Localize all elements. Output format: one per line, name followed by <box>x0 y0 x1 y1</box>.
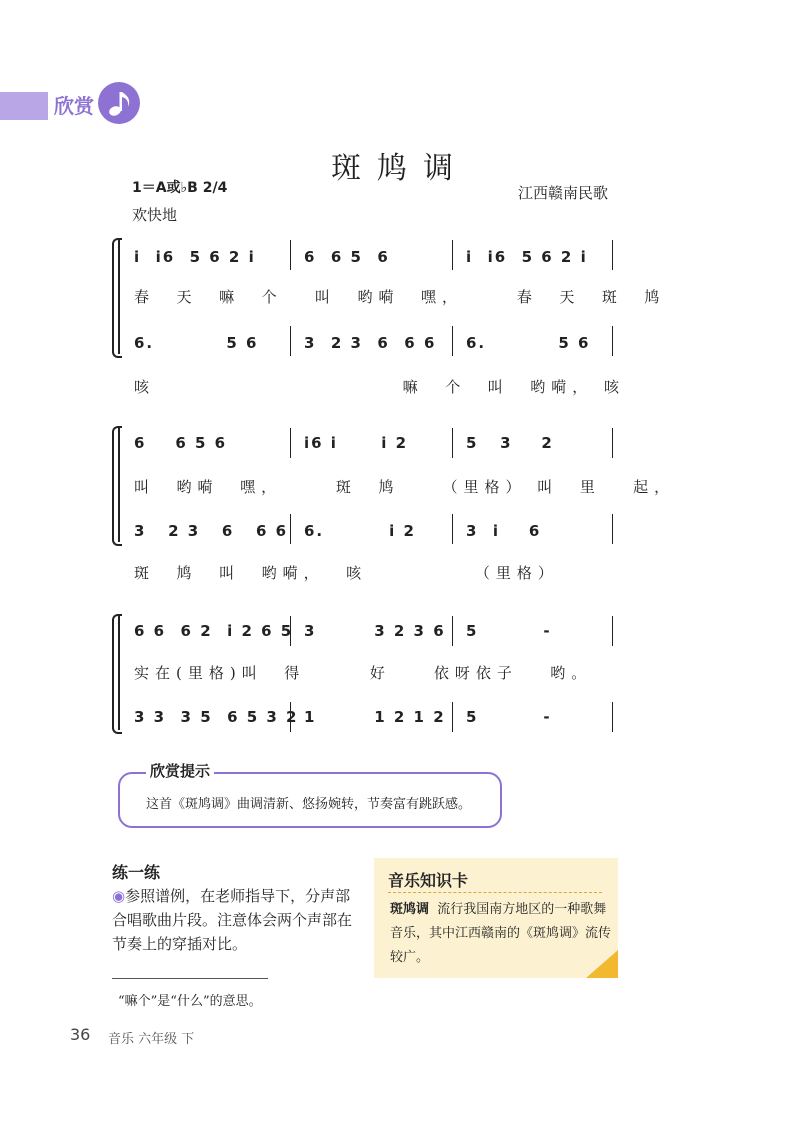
barline <box>452 702 453 732</box>
barline <box>452 428 453 458</box>
page-number: 36 <box>70 1025 91 1044</box>
barline <box>290 326 291 356</box>
tips-text: 这首《斑鸠调》曲调清新、悠扬婉转，节奏富有跳跃感。 <box>146 797 472 812</box>
staff-system-1 <box>118 238 120 354</box>
key-signature <box>132 177 227 197</box>
music-note-icon <box>98 82 140 124</box>
knowledge-card-text <box>390 898 612 970</box>
barline <box>452 240 453 270</box>
barline <box>612 428 613 458</box>
staff-brace <box>112 614 122 734</box>
card-corner-fold <box>586 950 618 978</box>
barline <box>612 514 613 544</box>
notation-measure: 6 6 5 6 <box>134 434 228 452</box>
notation-measure: 6. 5 6 <box>134 334 259 352</box>
notation-measure: 1 1 2 1 2 <box>304 708 446 726</box>
staff-system-2 <box>118 426 120 542</box>
song-title: 斑鸠调 <box>331 151 469 186</box>
exercise-text <box>112 884 356 956</box>
lyric-line: 斑 鸠 叫 哟嗬， 咳 （里格） <box>134 564 559 582</box>
card-term: 斑鸠调 <box>390 902 430 917</box>
tips-title: 欣赏提示 <box>146 760 214 781</box>
notation-measure: 6 6 6 2 i 2 6 5 <box>134 622 294 640</box>
notation-measure: 6. 5 6 <box>466 334 591 352</box>
lyric-line: 实在(里格)叫 得 好 依呀依子 哟。 <box>134 664 593 682</box>
knowledge-card-title: 音乐知识卡 <box>388 871 469 890</box>
barline <box>290 240 291 270</box>
notation-measure: 3 3 3 5 6 5 3 2 <box>134 708 299 726</box>
staff-brace <box>112 238 122 358</box>
song-origin: 江西赣南民歌 <box>518 184 609 202</box>
key-label: 1＝A或♭B <box>132 180 198 196</box>
barline <box>612 240 613 270</box>
lyric-line: 叫 哟嗬 嘿， 斑 鸠 （里格） 叫 里 起， <box>134 478 676 496</box>
bullet-icon: ◉ <box>112 887 126 905</box>
card-body: 流行我国南方地区的一种歌舞音乐，其中江西赣南的《斑鸠调》流传较广。 <box>390 902 612 965</box>
card-divider <box>388 892 602 893</box>
notation-measure: 6. i 2 <box>304 522 416 540</box>
notation-measure: i6 i i 2 <box>304 434 409 452</box>
staff-brace <box>112 426 122 546</box>
barline <box>452 326 453 356</box>
lyric-line: 春 天 嘛 个 叫 哟嗬 嘿， 春 天 斑 鸠 <box>134 288 666 306</box>
notation-measure: 6 6 5 6 <box>304 248 390 266</box>
notation-measure: 3 i 6 <box>466 522 542 540</box>
section-tab-bar <box>0 92 48 120</box>
notation-measure: i i6 5 6 2 i <box>134 248 256 266</box>
notation-measure: 5 - <box>466 622 552 640</box>
time-signature: 2/4 <box>202 180 228 196</box>
barline <box>452 616 453 646</box>
exercise-title: 练一练 <box>112 863 161 882</box>
notation-measure: i i6 5 6 2 i <box>466 248 588 266</box>
barline <box>612 616 613 646</box>
lyric-line: 咳 嘛 个 叫 哟嗬， 咳 <box>134 378 626 396</box>
footnote-divider <box>112 978 268 979</box>
footnote: “嘛个”是“什么”的意思。 <box>118 994 262 1009</box>
notation-measure: 5 - <box>466 708 552 726</box>
notation-measure: 3 2 3 6 6 6 <box>304 334 437 352</box>
barline <box>290 514 291 544</box>
barline <box>290 428 291 458</box>
section-label: 欣赏 <box>54 94 94 118</box>
notation-measure: 3 3 2 3 6 <box>304 622 446 640</box>
staff-system-3 <box>118 614 120 730</box>
barline <box>612 326 613 356</box>
notation-measure: 5 3 2 <box>466 434 554 452</box>
notation-measure: 3 2 3 6 6 6 <box>134 522 289 540</box>
book-title: 音乐 六年级 下 <box>108 1032 195 1047</box>
exercise-body: 参照谱例，在老师指导下，分声部合唱歌曲片段。注意体会两个声部在节奏上的穿插对比。 <box>112 887 353 953</box>
barline <box>452 514 453 544</box>
tempo-marking: 欢快地 <box>132 206 178 224</box>
barline <box>612 702 613 732</box>
